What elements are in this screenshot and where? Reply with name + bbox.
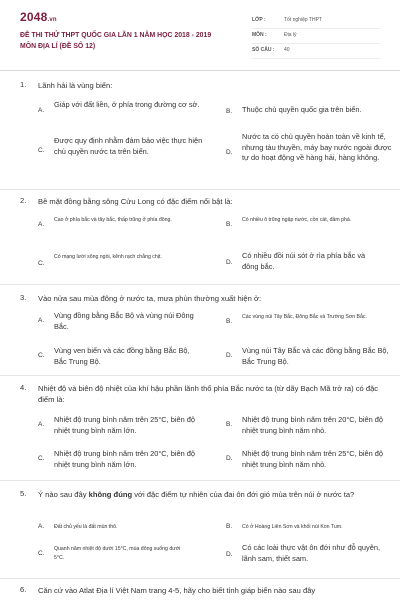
option-text: Thuộc chủ quyền quốc gia trên biển. (242, 105, 362, 114)
option-letter: B. (226, 318, 233, 325)
option-text: Các vùng núi Tây Bắc, Đông Bắc và Trường Sơn Bắc. (242, 314, 367, 320)
exam-title (20, 30, 238, 52)
meta-row-subject (252, 29, 380, 44)
header-divider (0, 70, 400, 71)
question-number: 4. (20, 383, 27, 392)
meta-key: MÔN : (252, 32, 267, 38)
option-letter: C. (38, 550, 45, 557)
option-text: Vùng ven biển và các đồng bằng Bắc Bộ, Bắc Trung Bộ. (54, 346, 190, 366)
option-text: Đất chủ yếu là đất mùn thô. (54, 524, 118, 530)
exam-meta (252, 14, 380, 59)
meta-value: Tốt nghiệp THPT (284, 17, 322, 23)
option-text: Nhiệt độ trung bình năm trên 25°C, biên độ nhiệt trung bình năm lớn. (54, 415, 196, 435)
option-text: Nhiệt độ trung bình năm trên 25°C, biên độ nhiệt trung bình năm nhỏ. (242, 449, 384, 469)
question-text: Nhiệt độ và biên độ nhiệt của khí hậu phần lãnh thổ phía Bắc nước ta (từ dãy Bạch Mã trở ra) có đặc điểm là: (38, 384, 379, 404)
option-text: Có ở Hoàng Liên Sơn và khối núi Kon Tum. (242, 524, 343, 530)
option-letter: A. (38, 221, 45, 228)
option-letter: C. (38, 455, 45, 462)
site-logo[interactable] (20, 10, 57, 24)
option-letter: C. (38, 147, 45, 154)
option-text: Có nhiều ô trũng ngập nước, cồn cát, đầm phá. (242, 217, 352, 223)
meta-row-count (252, 44, 380, 59)
option-letter: A. (38, 107, 45, 114)
option-letter: C. (38, 352, 45, 359)
question-text: Vào nửa sau mùa đông ở nước ta, mưa phùn thường xuất hiện ở: (38, 294, 262, 303)
option-letter: D. (226, 455, 233, 462)
meta-key: LỚP : (252, 17, 266, 23)
meta-key: SỐ CÂU : (252, 47, 275, 53)
option-text: Vùng đồng bằng Bắc Bộ và vùng núi Đông Bắc. (54, 311, 194, 331)
question-number: 3. (20, 293, 27, 302)
question-divider (0, 578, 400, 579)
logo-text: 2048 (20, 10, 48, 24)
exam-header (0, 0, 400, 68)
question-text: Căn cứ vào Atlat Địa lí Việt Nam trang 4-5, hãy cho biết tỉnh giáp biển nào sau đây (38, 586, 316, 595)
question-text: Lãnh hải là vùng biển: (38, 81, 113, 90)
meta-value: 40 (284, 47, 290, 53)
question-text-emphasis: không đúng (88, 490, 133, 499)
question-divider (0, 284, 400, 285)
option-letter: D. (226, 149, 233, 156)
option-text: Nhiệt độ trung bình năm trên 20°C, biên độ nhiệt trung bình năm lớn. (54, 449, 196, 469)
option-text: Vùng núi Tây Bắc và các đồng bằng Bắc Bộ, Bắc Trung Bộ. (242, 346, 389, 366)
option-letter: B. (226, 221, 233, 228)
option-text: Quanh năm nhiệt độ dưới 15°C, mùa đông xuống dưới 5°C. (54, 546, 181, 561)
option-letter: B. (226, 108, 233, 115)
option-text: Nước ta có chủ quyền hoàn toàn về kinh tế, nhưng tàu thuyền, máy bay nước ngoài được tự do hoạt động về hàng hải, hàng không. (242, 132, 392, 162)
option-letter: A. (38, 421, 45, 428)
exam-title-line2: MÔN ĐỊA LÍ (ĐỀ SỐ 12) (20, 43, 96, 50)
option-letter: A. (38, 523, 45, 530)
question-divider (0, 480, 400, 481)
option-letter: D. (226, 259, 233, 266)
question-number: 1. (20, 80, 27, 89)
question-divider (0, 375, 400, 376)
logo-suffix: .vn (47, 17, 57, 23)
question-text-post: với đặc điểm tự nhiên của đai ôn đới gió mùa trên núi ở nước ta? (132, 490, 355, 499)
option-text: Nhiệt độ trung bình năm trên 20°C, biên độ nhiệt trung bình năm nhỏ. (242, 415, 384, 435)
exam-title-line1: ĐỀ THI THỬ THPT QUỐC GIA LẦN 1 NĂM HỌC 2018 - 2019 (20, 32, 212, 39)
question-number: 6. (20, 585, 27, 594)
question-number: 5. (20, 489, 27, 498)
question-number: 2. (20, 196, 27, 205)
option-text: Có mạng lưới sông ngòi, kênh rạch chằng chịt. (54, 254, 162, 260)
option-letter: B. (226, 523, 233, 530)
option-text: Cao ở phía bắc và tây bắc, thấp trũng ở phía đông. (54, 217, 172, 223)
option-letter: C. (38, 260, 45, 267)
option-letter: D. (226, 352, 233, 359)
option-text: Có các loài thực vật ôn đới như đỗ quyên, lãnh sam, thiết sam. (242, 543, 380, 563)
option-text: Giáp với đất liền, ở phía trong đường cơ sở. (54, 100, 200, 109)
question-text-pre: Ý nào sau đây (38, 490, 89, 499)
option-letter: D. (226, 551, 233, 558)
option-letter: A. (38, 317, 45, 324)
meta-value: Địa lý (284, 32, 297, 38)
option-letter: B. (226, 421, 233, 428)
meta-row-class (252, 14, 380, 29)
question-text (38, 489, 388, 500)
question-text: Bề mặt đồng bằng sông Cửu Long có đặc điểm nổi bật là: (38, 197, 233, 206)
option-text: Được quy định nhằm đảm bảo việc thực hiện chủ quyền nước ta trên biển. (54, 136, 203, 156)
question-divider (0, 189, 400, 190)
option-text: Có nhiều đồi núi sót ở rìa phía bắc và đông bắc. (242, 251, 366, 271)
